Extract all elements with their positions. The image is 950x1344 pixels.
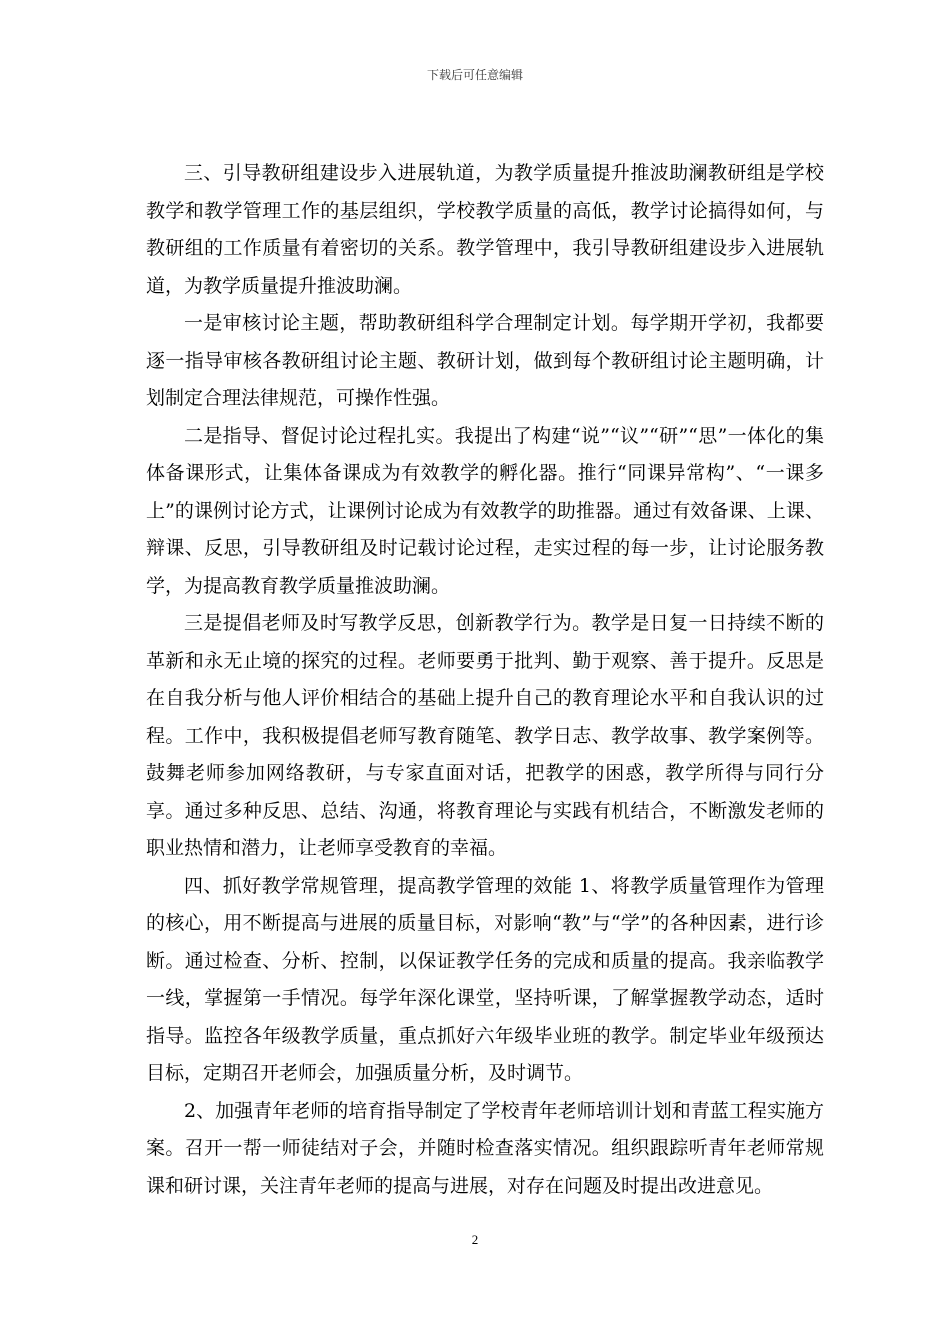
paragraph-guidance-process: 二是指导、督促讨论过程扎实。我提出了构建“说”“议”“研”“思”一体化的集体备课形式，让集体备课成为有效教学的孵化器。推行“同课异常构”、“一课多上”的课例讨论方式，让课例讨论成为有效教学的助推器。通过有效备课、上课、辩课、反思，引导教研组及时记载讨论过程，走实过程的每一步，让讨论服务教学，为提高教育教学质量推波助澜。	[146, 424, 824, 597]
paragraph-teaching-reflection: 三是提倡老师及时写教学反思，创新教学行为。教学是日复一日持续不断的革新和永无止境的探究的过程。老师要勇于批判、勤于观察、善于提升。反思是在自我分析与他人评价相结合的基础上提升自己的教育理论水平和自我认识的过程。工作中，我积极提倡老师写教育随笔、教学日志、教学故事、教学案例等。鼓舞老师参加网络教研，与专家直面对话，把教学的困惑，教学所得与同行分享。通过多种反思、总结、沟通，将教育理论与实践有机结合，不断激发老师的职业热情和潜力，让老师享受教育的幸福。	[146, 612, 824, 859]
document-body	[146, 155, 824, 1205]
paragraph-section-3: 三、引导教研组建设步入进展轨道，为教学质量提升推波助澜教研组是学校教学和教学管理工作的基层组织，学校教学质量的高低，教学讨论搞得如何，与教研组的工作质量有着密切的关系。教学管理中，我引导教研组建设步入进展轨道，为教学质量提升推波助澜。	[146, 162, 824, 297]
paragraph-topic-review: 一是审核讨论主题，帮助教研组科学合理制定计划。每学期开学初，我都要逐一指导审核各教研组讨论主题、教研计划，做到每个教研组讨论主题明确，计划制定合理法律规范，可操作性强。	[146, 312, 824, 409]
paragraph-young-teachers: 2、加强青年老师的培育指导制定了学校青年老师培训计划和青蓝工程实施方案。召开一帮一师徒结对子会，并随时检查落实情况。组织跟踪听青年老师常规课和研讨课，关注青年老师的提高与进展，对存在问题及时提出改进意见。	[146, 1099, 824, 1197]
paragraph-section-4: 四、抓好教学常规管理，提高教学管理的效能 1、将教学质量管理作为管理的核心，用不断提高与进展的质量目标，对影响“教”与“学”的各种因素，进行诊断。通过检查、分析、控制，以保证教学任务的完成和质量的提高。我亲临教学一线，掌握第一手情况。每学年深化课堂，坚持听课，了解掌握教学动态，适时指导。监控各年级教学质量，重点抓好六年级毕业班的教学。制定毕业年级预达目标，定期召开老师会，加强质量分析，及时调节。	[146, 874, 824, 1084]
page-header-note: 下载后可任意编辑	[426, 68, 523, 82]
page-number: 2	[471, 1232, 479, 1247]
